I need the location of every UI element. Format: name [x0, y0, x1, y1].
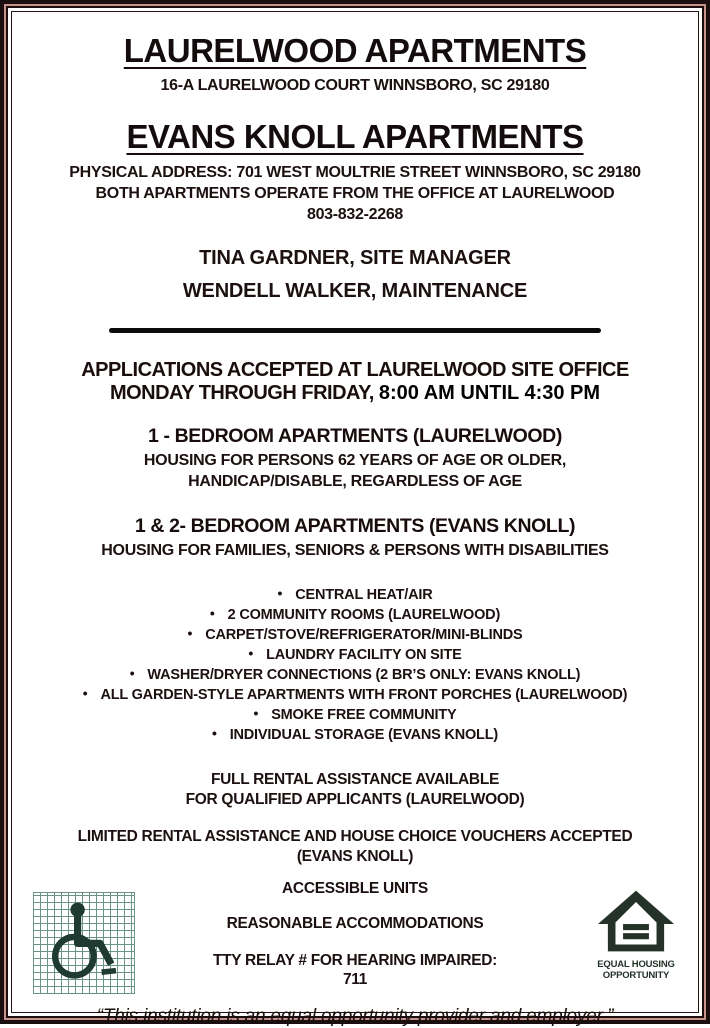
evans-knoll-section-heading: 1 & 2- BEDROOM APARTMENTS (EVANS KNOLL) — [134, 515, 576, 537]
laurelwood-title: LAURELWOOD APARTMENTS — [123, 32, 587, 69]
bullet-icon: • — [82, 685, 88, 701]
list-item: • CENTRAL HEAT/AIR — [277, 585, 433, 603]
laurelwood-eligibility: HOUSING FOR PERSONS 62 YEARS OF AGE OR OLDER, HANDICAP/DISABLE, REGARDLESS OF AGE — [143, 452, 567, 490]
equal-opportunity-quote: “This institution is an equal opportunity provider and employer.” — [96, 1006, 614, 1027]
tty-relay: TTY RELAY # FOR HEARING IMPAIRED: 711 — [212, 952, 498, 988]
bullet-icon: • — [277, 585, 283, 601]
address-block — [12, 162, 698, 225]
phone-number: 803-832-2268 — [306, 206, 404, 223]
applications-notice — [12, 359, 698, 405]
list-item: • WASHER/DRYER CONNECTIONS (2 BR’S ONLY: EVANS KNOLL) — [129, 665, 581, 683]
full-rental-assistance: FULL RENTAL ASSISTANCE AVAILABLE FOR QUALIFIED APPLICANTS (LAURELWOOD) — [185, 771, 525, 808]
amenities-list — [12, 585, 698, 745]
physical-address: PHYSICAL ADDRESS: 701 WEST MOULTRIE STREET WINNSBORO, SC 29180 — [69, 164, 641, 181]
list-item: • 2 COMMUNITY ROOMS (LAURELWOOD) — [209, 605, 501, 623]
bullet-icon: • — [253, 705, 259, 721]
site-manager: TINA GARDNER, SITE MANAGER — [199, 247, 511, 269]
bullet-icon: • — [211, 725, 217, 741]
bullet-icon: • — [209, 605, 215, 621]
office-hours: 8:00 AM UNTIL 4:30 PM — [378, 382, 601, 404]
bullet-icon: • — [187, 625, 193, 641]
evans-knoll-title: EVANS KNOLL APARTMENTS — [126, 118, 584, 155]
list-item: • SMOKE FREE COMMUNITY — [253, 705, 457, 723]
reasonable-accommodations: REASONABLE ACCOMMODATIONS — [226, 915, 484, 932]
office-note: BOTH APARTMENTS OPERATE FROM THE OFFICE AT LAURELWOOD — [95, 185, 615, 202]
eho-logo-text: EQUAL HOUSING OPPORTUNITY — [597, 959, 675, 981]
equal-housing-opportunity-logo — [590, 890, 682, 981]
bullet-icon: • — [129, 665, 135, 681]
maintenance-staff: WENDELL WALKER, MAINTENANCE — [182, 280, 528, 302]
applications-line2 — [12, 382, 698, 405]
accessible-units: ACCESSIBLE UNITS — [282, 880, 428, 897]
laurelwood-section-heading: 1 - BEDROOM APARTMENTS (LAURELWOOD) — [148, 425, 562, 447]
list-item: • CARPET/STOVE/REFRIGERATOR/MINI-BLINDS — [187, 625, 523, 643]
laurelwood-section — [12, 425, 698, 492]
list-item: • LAUNDRY FACILITY ON SITE — [248, 645, 462, 663]
handicap-accessible-icon — [33, 892, 135, 994]
list-item: • ALL GARDEN-STYLE APARTMENTS WITH FRONT PORCHES (LAURELWOOD) — [82, 685, 628, 703]
limited-rental-assistance: LIMITED RENTAL ASSISTANCE AND HOUSE CHOICE VOUCHERS ACCEPTED (EVANS KNOLL) — [77, 828, 633, 865]
flyer-content — [12, 12, 698, 1027]
frame-border — [4, 4, 706, 1027]
applications-line1: APPLICATIONS ACCEPTED AT LAURELWOOD SITE OFFICE — [81, 359, 629, 381]
laurelwood-address: 16-A LAURELWOOD COURT WINNSBORO, SC 29180 — [160, 77, 550, 94]
office-days: MONDAY THROUGH FRIDAY, — [109, 382, 379, 404]
bullet-icon: • — [248, 645, 254, 661]
evans-knoll-section — [12, 515, 698, 561]
evans-knoll-eligibility: HOUSING FOR FAMILIES, SENIORS & PERSONS WITH DISABILITIES — [101, 542, 609, 559]
list-item: • INDIVIDUAL STORAGE (EVANS KNOLL) — [211, 725, 498, 743]
accessibility-footer — [12, 880, 698, 998]
divider-rule — [109, 328, 601, 333]
